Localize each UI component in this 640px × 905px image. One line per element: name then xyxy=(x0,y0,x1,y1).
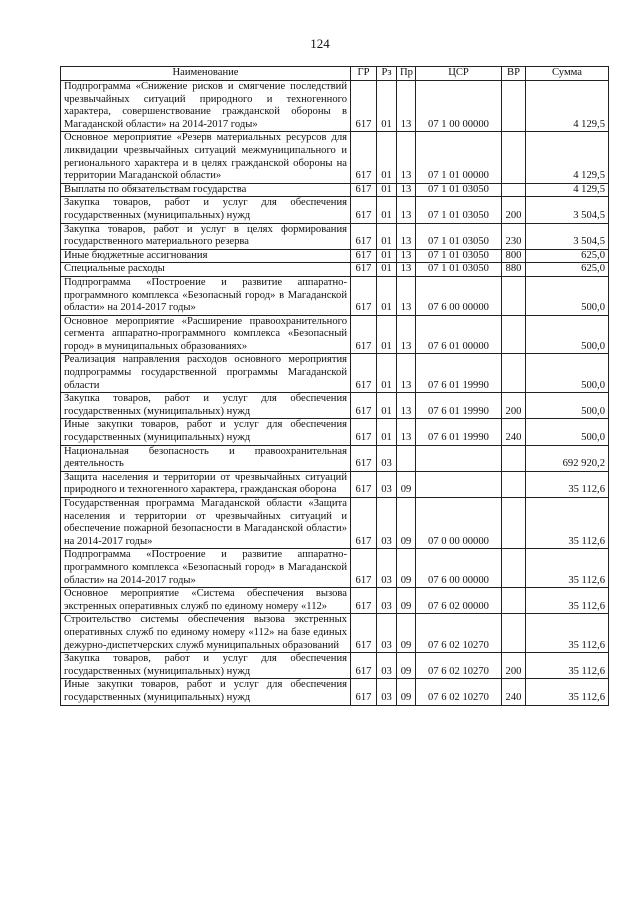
cell-name: Защита населения и территории от чрезвычайных ситуаций природного и техногенного характера, гражданская оборона xyxy=(61,471,351,497)
cell-rz: 01 xyxy=(377,183,397,197)
cell-pr: 09 xyxy=(397,614,416,653)
cell-gr: 617 xyxy=(351,614,377,653)
cell-pr: 09 xyxy=(397,653,416,679)
header-pr: Пр xyxy=(397,67,416,81)
cell-rz: 01 xyxy=(377,354,397,393)
cell-gr: 617 xyxy=(351,315,377,354)
cell-vr xyxy=(502,183,526,197)
cell-name: Реализация направления расходов основного мероприятия подпрограммы государственной программы Магаданской области xyxy=(61,354,351,393)
cell-name: Основное мероприятие «Расширение правоохранительного сегмента аппаратно-программного комплекса «Безопасный город» в муниципальных образованиях» xyxy=(61,315,351,354)
cell-csr: 07 6 01 19990 xyxy=(416,393,502,419)
table-row xyxy=(61,223,609,249)
table-row xyxy=(61,354,609,393)
cell-csr: 07 1 00 00000 xyxy=(416,81,502,132)
budget-table xyxy=(60,66,609,706)
cell-name: Подпрограмма «Снижение рисков и смягчение последствий чрезвычайных ситуаций природного и техногенного характера, совершенствование гражданской обороны в Магаданской области» на 2014-2017 годы» xyxy=(61,81,351,132)
cell-gr: 617 xyxy=(351,132,377,183)
table-body xyxy=(61,81,609,706)
cell-name: Строительство системы обеспечения вызова экстренных оперативных служб по единому номеру «112» на базе единых дежурно-диспетчерских служб муниципальных образований xyxy=(61,614,351,653)
cell-sum: 35 112,6 xyxy=(526,679,609,705)
cell-csr: 07 1 01 00000 xyxy=(416,132,502,183)
cell-sum: 3 504,5 xyxy=(526,223,609,249)
cell-vr xyxy=(502,315,526,354)
cell-rz: 03 xyxy=(377,471,397,497)
cell-vr xyxy=(502,498,526,549)
table-row xyxy=(61,471,609,497)
table-row xyxy=(61,263,609,277)
cell-sum: 500,0 xyxy=(526,315,609,354)
cell-rz: 03 xyxy=(377,653,397,679)
table-row xyxy=(61,419,609,445)
header-sum: Сумма xyxy=(526,67,609,81)
table-row xyxy=(61,549,609,588)
cell-sum: 35 112,6 xyxy=(526,588,609,614)
cell-pr: 13 xyxy=(397,183,416,197)
table-row xyxy=(61,445,609,471)
cell-csr xyxy=(416,471,502,497)
cell-vr xyxy=(502,549,526,588)
cell-csr: 07 1 01 03050 xyxy=(416,223,502,249)
cell-vr xyxy=(502,471,526,497)
cell-rz: 01 xyxy=(377,81,397,132)
table-row xyxy=(61,197,609,223)
cell-csr: 07 6 00 00000 xyxy=(416,276,502,315)
cell-name: Национальная безопасность и правоохранительная деятельность xyxy=(61,445,351,471)
cell-gr: 617 xyxy=(351,197,377,223)
cell-rz: 01 xyxy=(377,223,397,249)
cell-csr: 07 0 00 00000 xyxy=(416,498,502,549)
cell-vr xyxy=(502,132,526,183)
cell-gr: 617 xyxy=(351,588,377,614)
cell-rz: 03 xyxy=(377,549,397,588)
cell-rz: 01 xyxy=(377,263,397,277)
cell-rz: 01 xyxy=(377,393,397,419)
table-row xyxy=(61,81,609,132)
cell-gr: 617 xyxy=(351,679,377,705)
cell-vr xyxy=(502,445,526,471)
cell-pr: 13 xyxy=(397,393,416,419)
cell-gr: 617 xyxy=(351,393,377,419)
cell-gr: 617 xyxy=(351,498,377,549)
table-row xyxy=(61,588,609,614)
cell-pr: 09 xyxy=(397,498,416,549)
cell-name: Специальные расходы xyxy=(61,263,351,277)
cell-vr xyxy=(502,588,526,614)
table-row xyxy=(61,183,609,197)
cell-sum: 35 112,6 xyxy=(526,471,609,497)
table-row xyxy=(61,315,609,354)
cell-vr: 240 xyxy=(502,679,526,705)
table-row xyxy=(61,276,609,315)
cell-sum: 500,0 xyxy=(526,354,609,393)
cell-vr: 200 xyxy=(502,393,526,419)
cell-sum: 4 129,5 xyxy=(526,183,609,197)
cell-gr: 617 xyxy=(351,471,377,497)
cell-vr: 240 xyxy=(502,419,526,445)
cell-vr: 880 xyxy=(502,263,526,277)
header-gr: ГР xyxy=(351,67,377,81)
cell-gr: 617 xyxy=(351,81,377,132)
cell-gr: 617 xyxy=(351,653,377,679)
cell-pr xyxy=(397,445,416,471)
cell-sum: 4 129,5 xyxy=(526,132,609,183)
cell-pr: 09 xyxy=(397,471,416,497)
cell-sum: 692 920,2 xyxy=(526,445,609,471)
cell-csr: 07 1 01 03050 xyxy=(416,183,502,197)
table-row xyxy=(61,653,609,679)
cell-sum: 35 112,6 xyxy=(526,614,609,653)
table-row xyxy=(61,679,609,705)
cell-rz: 01 xyxy=(377,419,397,445)
cell-name: Подпрограмма «Построение и развитие аппаратно-программного комплекса «Безопасный город» в Магаданской области» на 2014-2017 годы» xyxy=(61,276,351,315)
cell-pr: 13 xyxy=(397,263,416,277)
table-row xyxy=(61,614,609,653)
cell-vr xyxy=(502,81,526,132)
table-row xyxy=(61,249,609,263)
cell-csr: 07 6 02 10270 xyxy=(416,653,502,679)
cell-pr: 13 xyxy=(397,81,416,132)
cell-rz: 01 xyxy=(377,315,397,354)
cell-sum: 625,0 xyxy=(526,263,609,277)
cell-name: Закупка товаров, работ и услуг в целях формирования государственного материального резерва xyxy=(61,223,351,249)
cell-name: Выплаты по обязательствам государства xyxy=(61,183,351,197)
cell-vr xyxy=(502,614,526,653)
header-csr: ЦСР xyxy=(416,67,502,81)
cell-gr: 617 xyxy=(351,549,377,588)
cell-sum: 500,0 xyxy=(526,393,609,419)
cell-gr: 617 xyxy=(351,263,377,277)
cell-pr: 13 xyxy=(397,197,416,223)
cell-pr: 13 xyxy=(397,223,416,249)
cell-name: Иные закупки товаров, работ и услуг для обеспечения государственных (муниципальных) нужд xyxy=(61,419,351,445)
cell-csr: 07 6 02 00000 xyxy=(416,588,502,614)
cell-name: Иные бюджетные ассигнования xyxy=(61,249,351,263)
cell-sum: 35 112,6 xyxy=(526,549,609,588)
cell-vr xyxy=(502,354,526,393)
cell-gr: 617 xyxy=(351,276,377,315)
page-number: 124 xyxy=(310,36,330,51)
cell-pr: 13 xyxy=(397,315,416,354)
table-header-row xyxy=(61,67,609,81)
cell-csr xyxy=(416,445,502,471)
cell-pr: 09 xyxy=(397,588,416,614)
cell-csr: 07 6 02 10270 xyxy=(416,679,502,705)
cell-name: Закупка товаров, работ и услуг для обеспечения государственных (муниципальных) нужд xyxy=(61,653,351,679)
cell-name: Подпрограмма «Построение и развитие аппаратно-программного комплекса «Безопасный город» в Магаданской области» на 2014-2017 годы» xyxy=(61,549,351,588)
cell-rz: 03 xyxy=(377,679,397,705)
cell-sum: 35 112,6 xyxy=(526,498,609,549)
cell-name: Основное мероприятие «Система обеспечения вызова экстренных оперативных служб по единому номеру «112» xyxy=(61,588,351,614)
cell-name: Иные закупки товаров, работ и услуг для обеспечения государственных (муниципальных) нужд xyxy=(61,679,351,705)
cell-rz: 01 xyxy=(377,276,397,315)
cell-rz: 03 xyxy=(377,588,397,614)
cell-pr: 09 xyxy=(397,679,416,705)
cell-vr: 800 xyxy=(502,249,526,263)
cell-gr: 617 xyxy=(351,249,377,263)
cell-csr: 07 1 01 03050 xyxy=(416,249,502,263)
cell-vr: 200 xyxy=(502,653,526,679)
header-rz: Рз xyxy=(377,67,397,81)
cell-sum: 4 129,5 xyxy=(526,81,609,132)
cell-name: Закупка товаров, работ и услуг для обеспечения государственных (муниципальных) нужд xyxy=(61,393,351,419)
header-vr: ВР xyxy=(502,67,526,81)
cell-csr: 07 6 02 10270 xyxy=(416,614,502,653)
cell-pr: 13 xyxy=(397,354,416,393)
cell-pr: 13 xyxy=(397,132,416,183)
table-row xyxy=(61,498,609,549)
table-row xyxy=(61,132,609,183)
cell-rz: 01 xyxy=(377,249,397,263)
cell-pr: 13 xyxy=(397,276,416,315)
cell-gr: 617 xyxy=(351,445,377,471)
cell-csr: 07 6 01 00000 xyxy=(416,315,502,354)
cell-csr: 07 1 01 03050 xyxy=(416,263,502,277)
cell-gr: 617 xyxy=(351,419,377,445)
cell-rz: 01 xyxy=(377,197,397,223)
cell-name: Государственная программа Магаданской области «Защита населения и территории от чрезвычайных ситуаций и обеспечение пожарной безопасности в Магаданской области» на 2014-2017 годы» xyxy=(61,498,351,549)
cell-csr: 07 6 00 00000 xyxy=(416,549,502,588)
cell-sum: 35 112,6 xyxy=(526,653,609,679)
cell-sum: 500,0 xyxy=(526,276,609,315)
cell-gr: 617 xyxy=(351,223,377,249)
cell-pr: 13 xyxy=(397,249,416,263)
cell-csr: 07 1 01 03050 xyxy=(416,197,502,223)
cell-vr: 230 xyxy=(502,223,526,249)
cell-gr: 617 xyxy=(351,183,377,197)
cell-csr: 07 6 01 19990 xyxy=(416,419,502,445)
header-name: Наименование xyxy=(61,67,351,81)
cell-sum: 500,0 xyxy=(526,419,609,445)
table-row xyxy=(61,393,609,419)
cell-gr: 617 xyxy=(351,354,377,393)
cell-vr: 200 xyxy=(502,197,526,223)
cell-sum: 625,0 xyxy=(526,249,609,263)
cell-rz: 03 xyxy=(377,445,397,471)
cell-csr: 07 6 01 19990 xyxy=(416,354,502,393)
cell-rz: 03 xyxy=(377,498,397,549)
cell-sum: 3 504,5 xyxy=(526,197,609,223)
cell-name: Основное мероприятие «Резерв материальных ресурсов для ликвидации чрезвычайных ситуаций межмуниципального и регионального характера и в целях гражданской обороны на территории Магаданской области» xyxy=(61,132,351,183)
cell-rz: 03 xyxy=(377,614,397,653)
cell-pr: 13 xyxy=(397,419,416,445)
cell-name: Закупка товаров, работ и услуг для обеспечения государственных (муниципальных) нужд xyxy=(61,197,351,223)
cell-pr: 09 xyxy=(397,549,416,588)
cell-vr xyxy=(502,276,526,315)
cell-rz: 01 xyxy=(377,132,397,183)
